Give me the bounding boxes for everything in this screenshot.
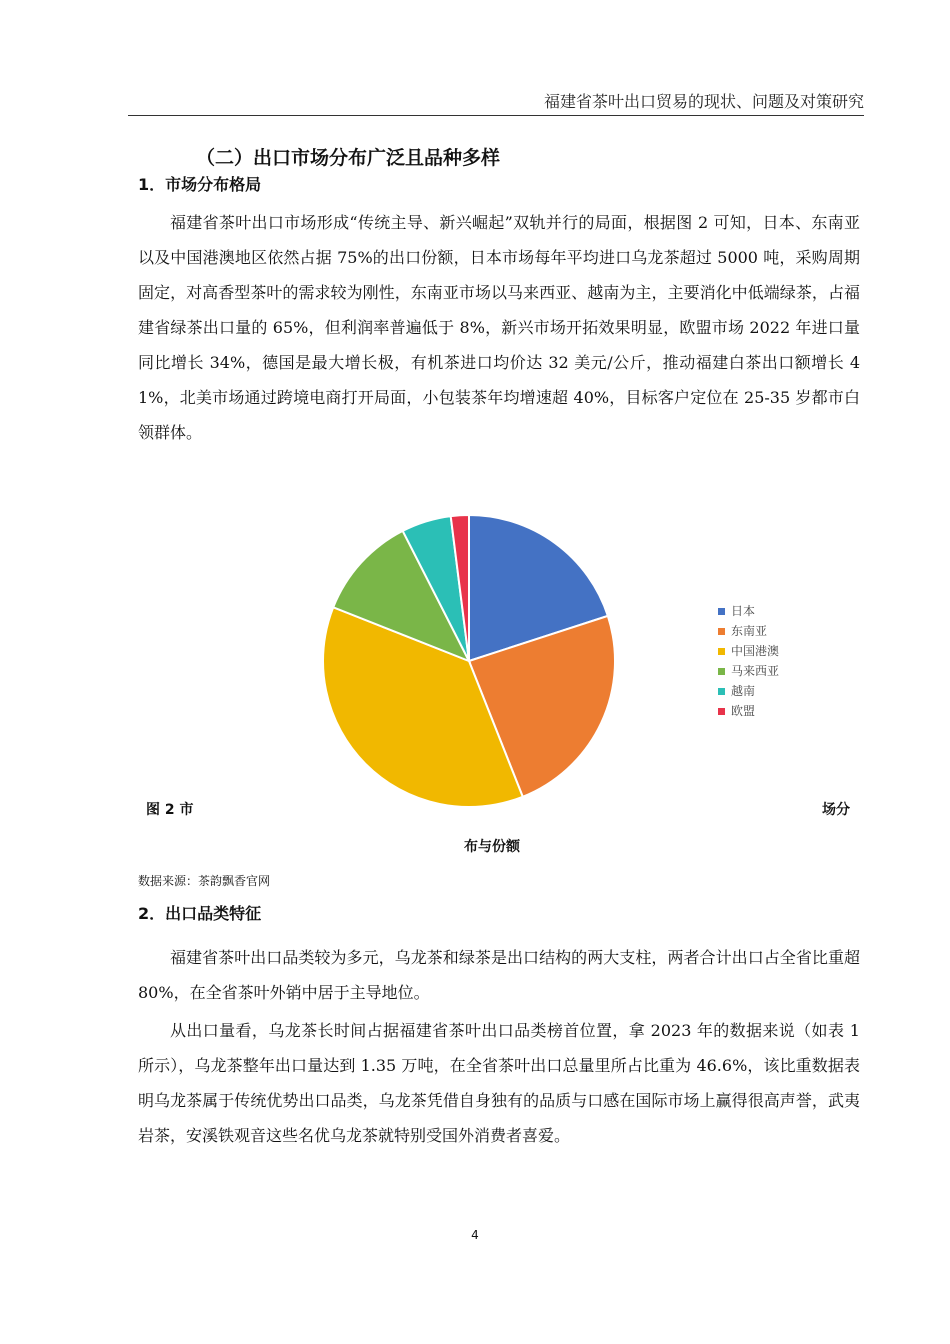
page-number: 4	[471, 1228, 479, 1242]
legend-item-3	[718, 661, 779, 681]
legend-item-2	[718, 641, 779, 661]
section-title: （二）出口市场分布广泛且品种多样	[196, 147, 501, 169]
legend-label: 日本	[731, 604, 756, 618]
chart-legend	[718, 601, 779, 721]
paragraph-oolong-export: 从出口量看，乌龙茶长时间占据福建省茶叶出口品类榜首位置，拿 2023 年的数据来说（如表 1 所示），乌龙茶整年出口量达到 1.35 万吨，在全省茶叶出口总量里所占比重为 46.6%，该比重数据表明乌龙茶属于传统优势出口品类，乌龙茶凭借自身独有的品质与口感在国际市场上赢得很高声誉，武夷岩茶，安溪铁观音这些名优乌龙茶就特别受国外消费者喜爱。	[138, 1021, 860, 1145]
legend-label: 中国港澳	[731, 644, 780, 658]
subsection-title-market: 1．市场分布格局	[138, 175, 262, 194]
figure-caption-right: 场分	[822, 802, 850, 818]
legend-item-5	[718, 701, 779, 721]
market-share-pie-chart	[300, 512, 640, 812]
legend-swatch	[718, 628, 725, 635]
paragraph-category-overview: 福建省茶叶出口品类较为多元，乌龙茶和绿茶是出口结构的两大支柱，两者合计出口占全省比重超 80%，在全省茶叶外销中居于主导地位。	[138, 948, 860, 1002]
subsection-title-category: 2．出口品类特征	[138, 904, 262, 923]
legend-item-4	[718, 681, 779, 701]
legend-item-0	[718, 601, 779, 621]
legend-swatch	[718, 708, 725, 715]
legend-swatch	[718, 608, 725, 615]
figure-caption-second-line: 布与份额	[464, 839, 520, 855]
legend-swatch	[718, 688, 725, 695]
legend-item-1	[718, 621, 779, 641]
legend-label: 东南亚	[731, 624, 768, 638]
pie-slices	[323, 515, 615, 807]
legend-swatch	[718, 648, 725, 655]
data-source-note: 数据来源：茶韵飘香官网	[138, 874, 271, 888]
header-rule	[128, 115, 864, 116]
legend-label: 马来西亚	[731, 664, 780, 678]
running-header: 福建省茶叶出口贸易的现状、问题及对策研究	[543, 92, 864, 111]
figure-caption-left: 图 2 市	[146, 802, 194, 818]
legend-label: 欧盟	[731, 704, 756, 718]
legend-label: 越南	[731, 684, 756, 698]
paragraph-market-distribution: 福建省茶叶出口市场形成“传统主导、新兴崛起”双轨并行的局面，根据图 2 可知，日本、东南亚以及中国港澳地区依然占据 75%的出口份额，日本市场每年平均进口乌龙茶超过 5000 吨，采购周期固定，对高香型茶叶的需求较为刚性，东南亚市场以马来西亚、越南为主，主要消化中低端绿茶，占福建省绿茶出口量的 65%，但利润率普遍低于 8%，新兴市场开拓效果明显，欧盟市场 2022 年进口量同比增长 34%，德国是最大增长极，有机茶进口均价达 32 美元/公斤，推动福建白茶出口额增长 41%，北美市场通过跨境电商打开局面，小包装茶年均增速超 40%，目标客户定位在 25-35 岁都市白领群体。	[138, 213, 860, 442]
legend-swatch	[718, 668, 725, 675]
